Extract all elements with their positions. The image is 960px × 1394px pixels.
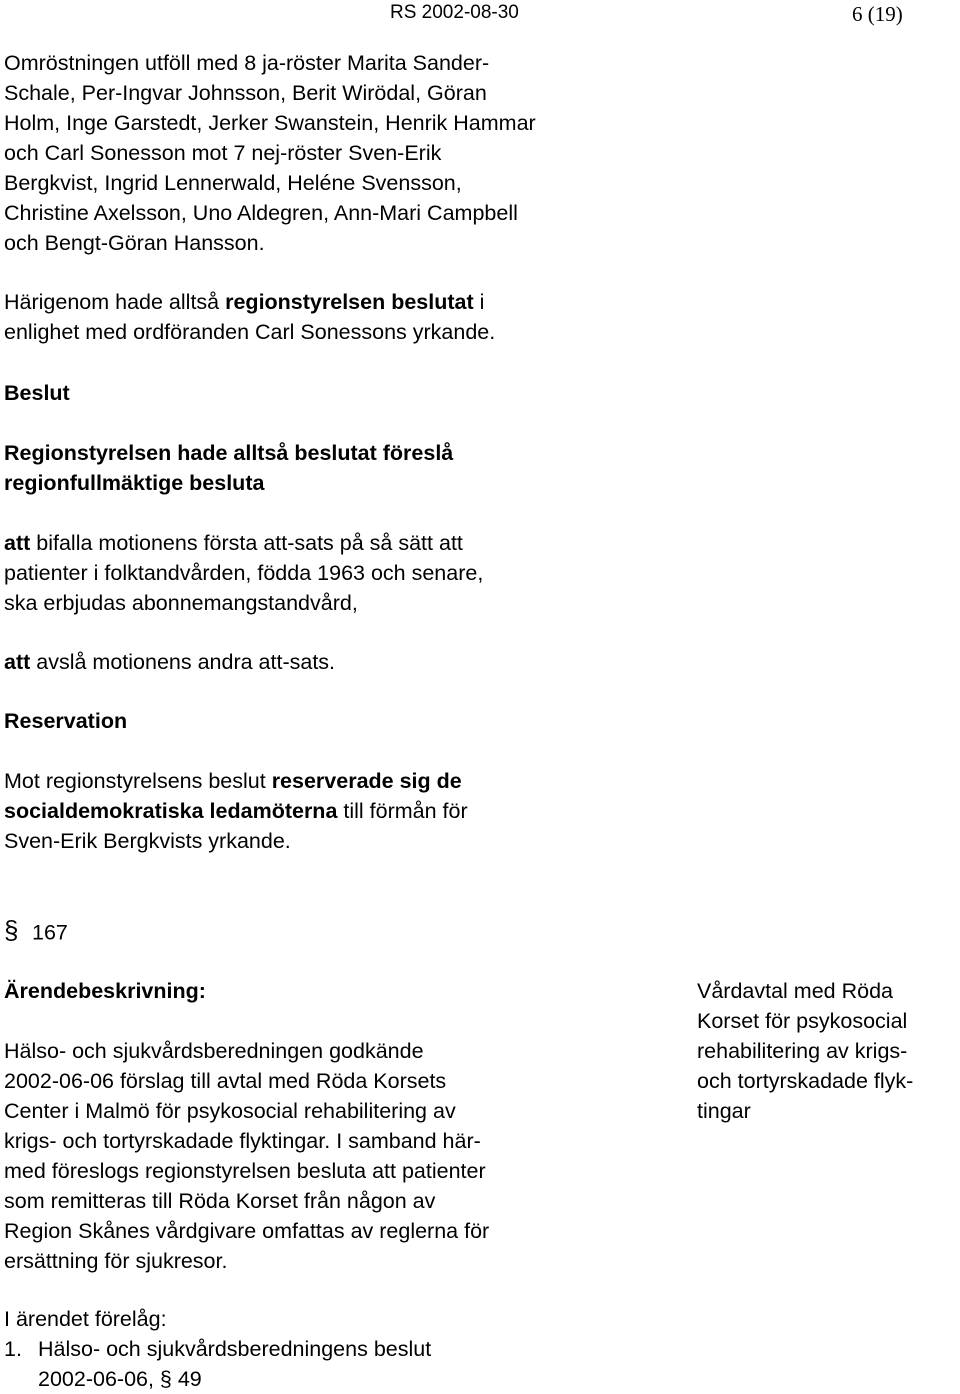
- att-keyword: att: [4, 650, 31, 674]
- text-line: [4, 796, 684, 826]
- case-description: [4, 1036, 604, 1276]
- att-keyword: att: [4, 531, 31, 555]
- text-line: 2002-06-06 förslag till avtal med Röda Korsets: [4, 1069, 447, 1093]
- text-line: enlighet med ordföranden Carl Sonessons yrkande.: [4, 320, 496, 344]
- vote-paragraph: [4, 48, 684, 258]
- case-title-line: rehabilitering av krigs-: [697, 1039, 908, 1063]
- text-line: Holm, Inge Garstedt, Jerker Swanstein, Henrik Hammar: [4, 111, 536, 135]
- document-title: Hälso- och sjukvårdsberedningens beslut: [38, 1337, 432, 1361]
- text-line: Hälso- och sjukvårdsberedningen godkände: [4, 1039, 424, 1063]
- case-number: [4, 915, 68, 953]
- text-line: ska erbjudas abonnemangstandvård,: [4, 591, 358, 615]
- text-line: Omröstningen utföll med 8 ja-röster Marita Sander-: [4, 51, 490, 75]
- reservation-text: till förmån för: [337, 799, 468, 823]
- result-emphasis: regionstyrelsen beslutat: [225, 290, 474, 314]
- att-text: avslå motionens andra att-sats.: [30, 650, 336, 674]
- case-title: [697, 976, 959, 1126]
- case-title-line: tingar: [697, 1099, 751, 1123]
- beslut-intro: [4, 438, 684, 498]
- text-line: Christine Axelsson, Uno Aldegren, Ann-Mari Campbell: [4, 201, 518, 225]
- att-text: bifalla motionens första att-sats på så sätt att: [30, 531, 463, 555]
- text-line: Bergkvist, Ingrid Lennerwald, Heléne Svensson,: [4, 171, 462, 195]
- reservation-emphasis: reserverade sig de: [271, 769, 462, 793]
- text-line: [4, 766, 684, 796]
- text-line: Schale, Per-Ingvar Johnsson, Berit Wirödal, Göran: [4, 81, 487, 105]
- case-number-value: 167: [32, 920, 68, 945]
- result-paragraph: [4, 287, 684, 347]
- case-title-line: och tortyrskadade flyk-: [697, 1069, 914, 1093]
- document-date: 2002-06-06, § 49: [38, 1367, 202, 1391]
- text-line: som remitteras till Röda Korset från någon av: [4, 1189, 436, 1213]
- reservation-paragraph: [4, 766, 684, 856]
- att-clause-1: [4, 528, 684, 618]
- text-line: ersättning för sjukresor.: [4, 1249, 228, 1273]
- text-line: och Bengt-Göran Hansson.: [4, 231, 265, 255]
- svg-text:§: §: [4, 915, 19, 945]
- page-number: 6 (19): [852, 2, 903, 26]
- result-text: i: [473, 290, 485, 314]
- reservation-emphasis: socialdemokratiska ledamöterna: [4, 799, 338, 823]
- reservation-heading: Reservation: [4, 709, 128, 733]
- document-item: [4, 1334, 604, 1364]
- text-line: med föreslogs regionstyrelsen besluta att patienter: [4, 1159, 486, 1183]
- beslut-heading: Beslut: [4, 381, 70, 405]
- text-line: patienter i folktandvården, födda 1963 och senare,: [4, 561, 484, 585]
- text-line: Regionstyrelsen hade alltså beslutat föreslå: [4, 441, 454, 465]
- document-reference: RS 2002-08-30: [390, 2, 519, 23]
- text-line: [4, 528, 684, 558]
- text-line: regionfullmäktige besluta: [4, 471, 265, 495]
- case-title-line: Korset för psykosocial: [697, 1009, 908, 1033]
- documents-heading: I ärendet förelåg:: [4, 1307, 167, 1331]
- text-line: Region Skånes vårdgivare omfattas av reglerna för: [4, 1219, 490, 1243]
- case-title-line: Vårdavtal med Röda: [697, 979, 893, 1003]
- text-line: Sven-Erik Bergkvists yrkande.: [4, 829, 291, 853]
- paragraph-sign-icon: [4, 915, 24, 953]
- case-description-heading: Ärendebeskrivning:: [4, 979, 206, 1003]
- documents-section: [4, 1304, 604, 1394]
- document-number: 1.: [4, 1337, 22, 1361]
- text-line: Center i Malmö för psykosocial rehabilitering av: [4, 1099, 456, 1123]
- result-text: Härigenom hade alltså: [4, 290, 226, 314]
- text-line: [4, 647, 684, 677]
- text-line: [4, 287, 684, 317]
- text-line: krigs- och tortyrskadade flyktingar. I samband här-: [4, 1129, 481, 1153]
- reservation-text: Mot regionstyrelsens beslut: [4, 769, 272, 793]
- text-line: och Carl Sonesson mot 7 nej-röster Sven-Erik: [4, 141, 442, 165]
- att-clause-2: [4, 647, 684, 677]
